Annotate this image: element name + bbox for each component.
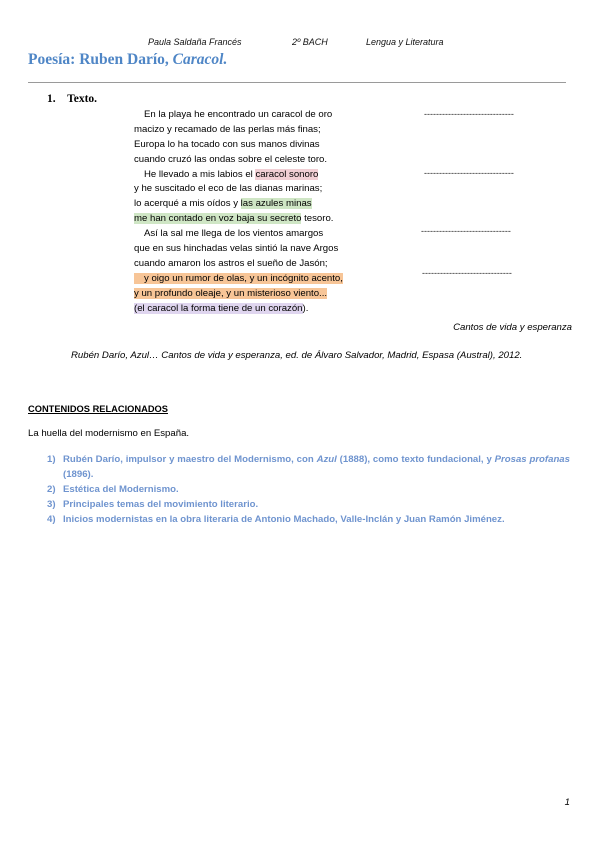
poem-text: ). (302, 302, 309, 314)
list-number: 2) (47, 483, 56, 495)
list-text (63, 453, 570, 483)
poem-line (134, 197, 343, 212)
poem-line (134, 272, 343, 287)
citation-full: Rubén Darío, Azul… Cantos de vida y esperanza, ed. de Álvaro Salvador, Madrid, Espasa (Austral), 2012. (71, 350, 523, 361)
highlight-profundo-oleaje: y un profundo oleaje, y un misterioso viento... (134, 287, 328, 299)
list-item (47, 513, 570, 528)
header-subject: Lengua y Literatura (366, 37, 444, 47)
poem-line (134, 287, 343, 302)
poem (134, 108, 343, 316)
related-contents-heading: CONTENIDOS RELACIONADOS (28, 404, 168, 414)
header-course: 2º BACH (292, 37, 328, 47)
citation-book: Cantos de vida y esperanza (453, 322, 572, 333)
list-number: 4) (47, 513, 56, 525)
highlight-rumor-olas: y oigo un rumor de olas, y un incógnito acento, (134, 273, 343, 284)
list-item (47, 453, 570, 483)
list-text-part: (1888), como texto fundacional, y (336, 454, 495, 465)
related-contents-list (47, 453, 570, 528)
list-number: 3) (47, 498, 56, 510)
poem-line (134, 302, 343, 317)
list-text: Principales temas del movimiento literario. (63, 498, 259, 510)
poem-line (134, 212, 343, 227)
list-text: Estética del Modernismo. (63, 483, 179, 495)
stanza-dash-line: ------------------------------ (422, 268, 512, 278)
list-text: Inicios modernistas en la obra literaria de Antonio Machado, Valle-Inclán y Juan Ramón Jiménez. (63, 513, 505, 525)
work-title-prosas-profanas: Prosas profanas (494, 454, 570, 465)
poem-line: que en sus hinchadas velas sintió la nave Argos (134, 243, 339, 255)
stanza-dash-line: ------------------------------ (421, 226, 511, 236)
highlight-azules-minas: las azules minas (240, 198, 312, 210)
poem-line: cuando cruzó las ondas sobre el celeste toro. (134, 153, 328, 165)
list-item (47, 483, 570, 498)
title-work: Caracol. (172, 51, 228, 68)
poem-line (134, 168, 343, 183)
poem-text: tesoro. (301, 213, 334, 225)
page-number: 1 (564, 797, 570, 808)
poem-text: lo acerqué a mis oídos y (134, 198, 241, 210)
header-author: Paula Saldaña Francés (148, 37, 242, 47)
highlight-caracol-corazon: (el caracol la forma tiene de un corazón (134, 302, 303, 314)
stanza-dash-line: ------------------------------ (424, 168, 514, 178)
poem-line: En la playa he encontrado un caracol de oro (144, 109, 333, 120)
poem-line: Así la sal me llega de los vientos amargos (144, 228, 324, 240)
title-divider (28, 82, 566, 83)
poem-line: cuando amaron los astros el sueño de Jasón; (134, 257, 328, 269)
poem-line: y he suscitado el eco de las dianas marinas; (134, 183, 323, 195)
poem-line: Europa lo ha tocado con sus manos divinas (134, 138, 320, 150)
work-title-azul: Azul (316, 454, 337, 465)
stanza-dash-line: ------------------------------ (424, 109, 514, 119)
list-number: 1) (47, 454, 56, 465)
highlight-caracol-sonoro: caracol sonoro (255, 168, 319, 180)
list-item (47, 498, 570, 513)
title-prefix: Poesía: Ruben Darío, (28, 51, 173, 68)
list-text-part: Rubén Darío, impulsor y maestro del Modernismo, con (63, 454, 317, 465)
page-title (28, 51, 227, 69)
section-heading-texto (47, 93, 97, 105)
highlight-voz-baja: me han contado en voz baja su secreto (134, 213, 302, 225)
related-contents-intro: La huella del modernismo en España. (28, 428, 190, 439)
section-label: Texto. (67, 93, 98, 105)
section-number: 1. (47, 93, 56, 105)
poem-text: He llevado a mis labios el (144, 168, 256, 180)
poem-line: macizo y recamado de las perlas más finas; (134, 123, 321, 135)
list-text-part: (1896). (63, 468, 94, 480)
